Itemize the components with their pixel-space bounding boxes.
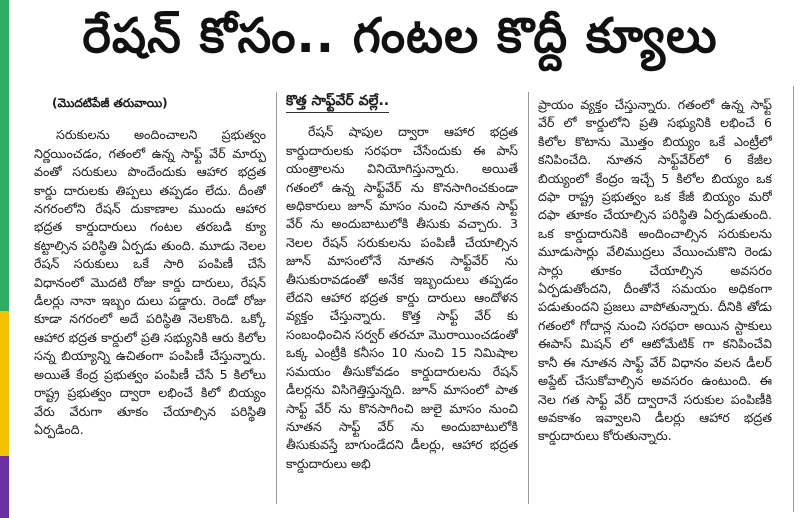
column-2-text: రేషన్ షాపుల ద్వారా ఆహార భద్రత కార్డుదారులకు సరఫరా చేసేందుకు ఈ పాస్ యంత్రాలను వినియోగిస్తున్నారు. అయితే గతంలో ఉన్న సాఫ్ట్‌వేర్ ను కొనసాగించకుండా అధికారులు జూన్ మాసం నుంచి నూతన సాఫ్ట్ వేర్ ను అందుబాటులోకి తీసుకు వచ్చారు. 3 నెలల రేషన్ సరుకులను పంపిణీ చేయాల్సిన జూన్ మాసంలోనే నూతన సాఫ్ట్‌వేర్ ను తీసుకురావడంతో అనేక ఇబ్బందులు తప్పడం లేదని ఆహార భద్రత కార్డు దారులు ఆందోళన వ్యక్తం చేస్తున్నారు. కొత్త సాఫ్ట్ వేర్ కు సంబంధించిన సర్వర్ తరచూ మొరాయించడంతో ఒక్క ఎంట్రీకి కనీసం 10 నుంచి 15 నిమిషాల సమయం తీసుకోవడం కార్డుదారులను రేషన్ డీలర్లను విసిగెత్తిస్తున్నది. జూన్ మాసంలో పాత సాఫ్ట్ వేర్ ను కొనసాగించి జులై మాసం నుంచి నూతన సాఫ్ట్ వేర్ ను అందుబాటులోకి తీసుకువస్తే బాగుండేదని డీలర్లు, ఆహార భద్రత కార్డుదారులు అభి	[286, 124, 518, 471]
column-1-text: సరుకులను అందించాలని ప్రభుత్వం నిర్ణయించడం, గతంలో ఉన్న సాఫ్ట్ వేర్ మార్పు వంతో సరుకులు పొందేందుకు ఆహార భద్రత కార్డు దారులకు తిప్పలు తప్పడం లేదు. దీంతో నగరంలోని రేషన్ దుకాణాల ముందు ఆహార భద్రత కార్డుదారులు గంటల తరబడి క్యూ కట్టాల్సిన పరిస్థితి ఏర్పడు తుంది. మూడు నెలల రేషన్ సరుకులు ఒకే సారి పంపిణీ చేసే విధానంలో మొదటి రోజు కార్డు దారులు, రేషన్ డీలర్లు నానా ఇబ్బం దులు పడ్డారు. రెండో రోజు కూడా నగరంలో అదే పరిస్థితి నెలకొంది. ఒక్కో ఆహార భద్రత కార్డులో ప్రతి సభ్యునికి ఆరు కిలోల సన్న బియ్యాన్ని ఉచితంగా పంపిణీ చేస్తున్నారు. అయితే కేంద్ర ప్రభుత్వం పంపిణీ చేసే 5 కిలోలు రాష్ట్ర ప్రభుత్వం ద్వారా లభించే కిలో బియ్యం వేరు వేరుగా తూకం చేయాల్సిన పరిస్థితి ఏర్పడింది.	[34, 127, 266, 437]
column-divider	[528, 92, 529, 504]
article-column-3	[538, 96, 772, 510]
subheading: కొత్త సాఫ్ట్‌వేర్ వల్లే..	[286, 92, 389, 113]
article-column-1	[34, 92, 266, 510]
column-3-text: ప్రాయం వ్యక్తం చేస్తున్నారు. గతంలో ఉన్న సాఫ్ట్ వేర్ లో కార్డులోని ప్రతి సభ్యునికి లభించే 6 కిలోల కొటాను మొత్తం బియ్యం ఒకే ఎంట్రీలో కనిపించేది. నూతన సాఫ్ట్‌వేర్‌లో 6 కేజీల బియ్యంలో కేంద్రం ఇచ్చే 5 కిలోల బియ్యం ఒక దఫా రాష్ట్ర ప్రభుత్వం ఒక కేజీ బియ్యం మరో దఫా తూకం చేయాల్సిన పరిస్థితి ఏర్పడుతుంది. ఒక కార్డుదారునికి అందించాల్సిన సరుకులను మూడుసార్లు వేలిముద్రలు వేయించుకొని రెండు సార్లు తూకం చేయాల్సిన అవసరం ఏర్పడుతోందని, దీంతోనే సమయం అధికంగా పడుతుందని ప్రజలు వాపోతున్నారు. దీనికి తోడు గతంలో గోదాన్ల నుంచి సరఫరా అయిన స్టాకులు ఈపాస్ మిషన్ లో ఆటోమేటిక్ గా కనిపించేవి కానీ ఈ నూతన సాఫ్ట్ వేర్ విధానం వలన డీలర్ అప్డేట్ చేసుకోవాల్సిన అవసరం ఉంటుంది. ఈ నెల గత సాఫ్ట్ వేర్ ద్వారానే సరుకుల పంపిణీకి అవకాశం ఇవ్వాలని డీలర్లు ఆహార భద్రత కార్డుదారులు కోరుతున్నారు.	[538, 97, 772, 444]
continuation-label: (మొదటిపేజీ తరువాయి)	[52, 96, 168, 110]
column-divider	[276, 92, 277, 504]
article-column-2	[286, 92, 518, 510]
left-color-strip	[0, 0, 9, 518]
headline: రేషన్ కోసం.. గంటల కొద్దీ క్యూలు	[82, 8, 718, 64]
article-frame	[793, 86, 794, 512]
